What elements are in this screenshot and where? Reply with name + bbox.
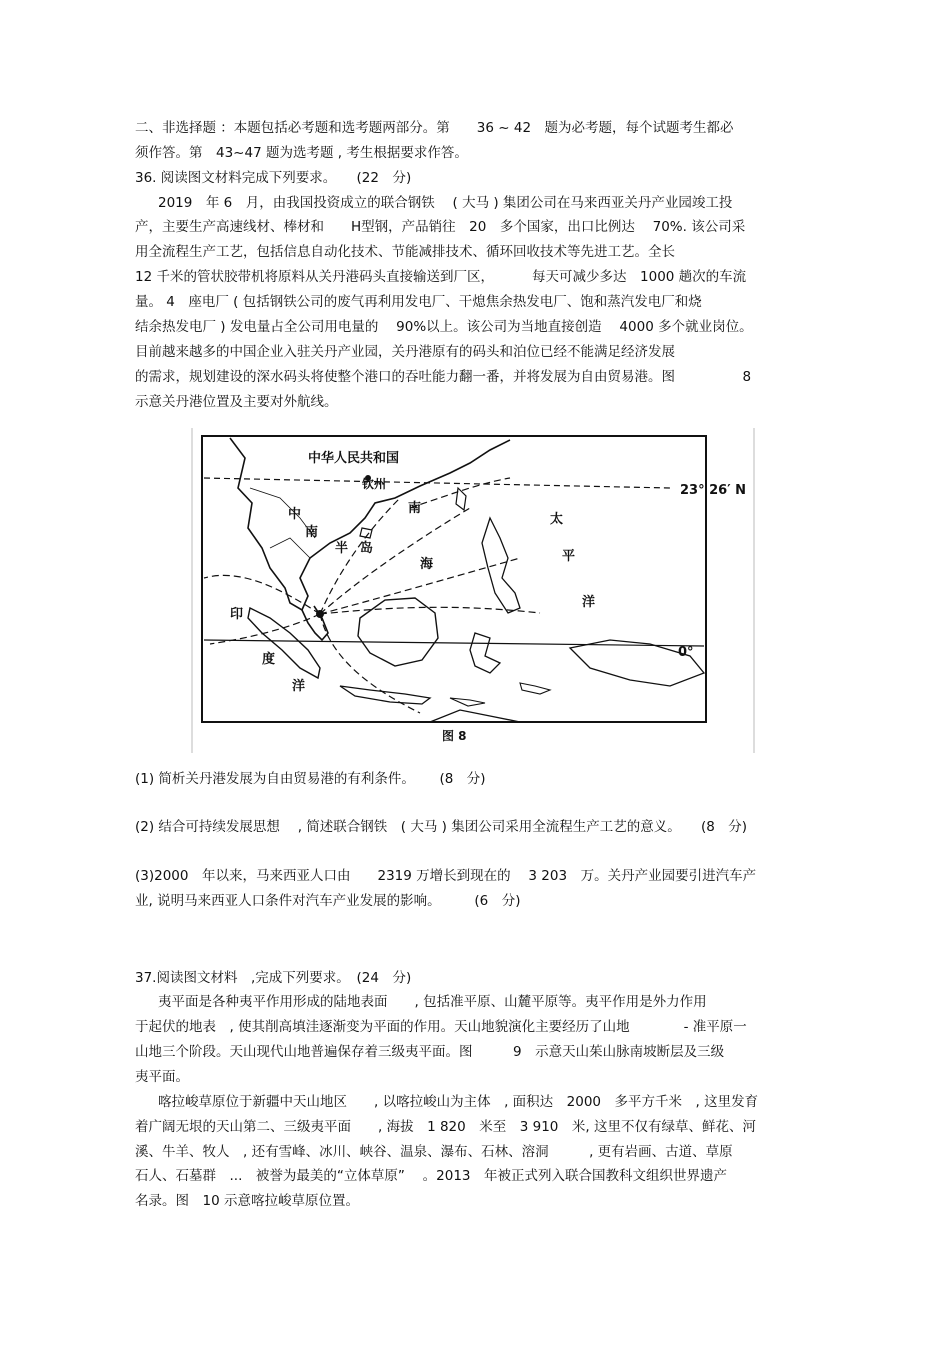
- q37-para1-line: 夷平面是各种夷平作用形成的陆地表面 , 包括准平原、山麓平原等。夷平作用是外力作用: [158, 994, 707, 1010]
- label-south-sea-2: 海: [420, 557, 434, 572]
- q36-sub-question-2: (2) 结合可持续发展思想 , 简述联合钢铁 ( 大马 ) 集团公司采用全流程生产工艺的意义。 (8 分): [135, 819, 748, 835]
- q37-title: 37.阅读图文材料 ,完成下列要求。 (24 分): [135, 970, 412, 986]
- q37-para1-line: 于起伏的地表 , 使其削高填洼逐渐变为平面的作用。天山地貌演化主要经历了山地 - 准平原一: [135, 1019, 747, 1035]
- philippines: [482, 518, 520, 613]
- figure-8-map: [190, 428, 756, 753]
- label-pacific-2: 平: [562, 549, 576, 564]
- label-indochina-1: 中: [288, 507, 302, 522]
- q37-para1-line: 山地三个阶段。天山现代山地普遍保存着三级夷平面。图 9 示意天山茱山脉南坡断层及三级: [135, 1044, 725, 1060]
- q36-sub-question-3-line-1: (3)2000 年以来，马来西亚人口由 2319 万增长到现在的 3 203 万。关丹产业园要引进汽车产: [135, 868, 757, 884]
- q36-para-line: 12 千米的管状胶带机将原料从关丹港码头直接输送到厂区， 每天可减少多达 1000 趟次的车流: [135, 269, 747, 285]
- q37-para2-line: 喀拉峻草原位于新疆中天山地区 , 以喀拉峻山为主体 , 面积达 2000 多平方千米 , 这里发育: [158, 1094, 759, 1110]
- q37-para2-line: 名录。图 10 示意喀拉峻草原位置。: [135, 1193, 359, 1209]
- label-pacific-1: 太: [550, 512, 564, 527]
- label-indian-1: 印: [230, 607, 244, 622]
- q36-para-line: 产，主要生产高速线材、棒材和 H型钢，产品销往 20 多个国家，出口比例达 70%. 该公司采: [135, 219, 746, 235]
- label-qinzhou: 钦州: [362, 477, 387, 491]
- label-indian-3: 洋: [292, 679, 306, 694]
- q36-para-line: 结余热发电厂 ) 发电量占全公司用电量的 90%以上。该公司为当地直接创造 4000 多个就业岗位。: [135, 319, 753, 335]
- q36-title: 36. 阅读图文材料完成下列要求。 (22 分): [135, 170, 412, 186]
- q36-sub-question-1: (1) 简析关丹港发展为自由贸易港的有利条件。 (8 分): [135, 771, 486, 787]
- q36-sub-question-3-line-2: 业, 说明马来西亚人口条件对汽车产业发展的影响。 (6 分): [135, 893, 521, 909]
- q36-para-line: 用全流程生产工艺，包括信息自动化技术、节能减排技术、循环回收技术等先进工艺。全长: [135, 244, 675, 260]
- label-pacific-3: 洋: [582, 595, 596, 610]
- java: [340, 686, 430, 704]
- map-svg: [190, 428, 756, 753]
- label-equator: 0°: [678, 645, 694, 660]
- label-indochina-2: 南: [305, 525, 319, 540]
- q37-para1-line: 夷平面。: [135, 1069, 189, 1085]
- q36-para-line: 示意关丹港位置及主要对外航线。: [135, 394, 338, 410]
- q37-para2-line: 石人、石墓群 ... 被誉为最美的“立体草原” 。2013 年被正式列入联合国教科文组织世界遗产: [135, 1168, 728, 1184]
- label-tropic: 23° 26′ N: [680, 483, 747, 498]
- equator-line: [204, 640, 704, 646]
- label-china: 中华人民共和国: [308, 451, 400, 466]
- kuantan-port-marker: [316, 610, 324, 618]
- label-indian-2: 度: [262, 652, 276, 667]
- figure-caption: 图 8: [442, 729, 467, 743]
- q36-para-line: 目前越来越多的中国企业入驻关丹产业园，关丹港原有的码头和泊位已经不能满足经济发展: [135, 344, 675, 360]
- q37-para2-line: 溪、牛羊、牧人 , 还有雪峰、冰川、峡谷、温泉、瀑布、石林、溶洞 , 更有岩画、古道、草原: [135, 1144, 733, 1160]
- label-indochina-3: 半: [335, 541, 349, 556]
- q36-para-line: 的需求，规划建设的深水码头将使整个港口的吞吐能力翻一番，并将发展为自由贸易港。图 8: [135, 369, 752, 385]
- section-header-line-2: 须作答。第 43~47 题为选考题 , 考生根据要求作答。: [135, 145, 468, 161]
- q36-para-line: 量。 4 座电厂 ( 包括钢铁公司的废气再利用发电厂、干熄焦余热发电厂、饱和蒸汽发电厂和烧: [135, 294, 702, 310]
- label-south-sea-1: 南: [408, 501, 422, 516]
- q36-para-line: 2019 年 6 月，由我国投资成立的联合钢铁 ( 大马 ) 集团公司在马来西亚关丹产业园竣工投: [158, 195, 733, 211]
- label-indochina-4: 岛: [360, 541, 374, 556]
- section-header-line-1: 二、非选择题 ：本题包括必考题和选考题两部分。第 36 ~ 42 题为必考题，每个试题考生都必: [135, 120, 734, 136]
- q37-para2-line: 着广阔无垠的天山第二、三级夷平面 , 海拔 1 820 米至 3 910 米, 这里不仅有绿草、鲜花、河: [135, 1119, 756, 1135]
- sulawesi: [470, 633, 500, 673]
